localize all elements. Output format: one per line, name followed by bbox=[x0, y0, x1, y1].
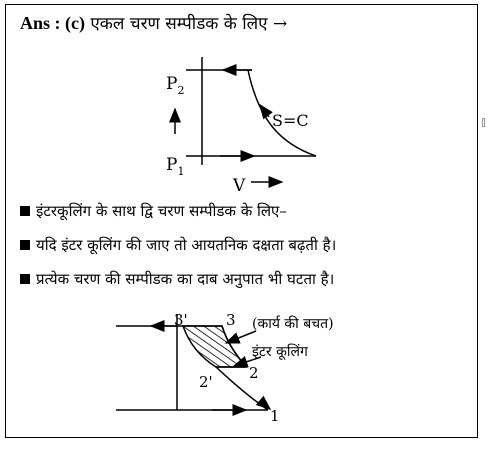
pv2-point-2: 2 bbox=[249, 364, 259, 382]
pv1-p1-label: $P_1$ bbox=[166, 155, 185, 178]
bullet-text: यदि इंटर कूलिंग की जाए तो आयतनिक दक्षता बढ़ती है। bbox=[36, 236, 337, 254]
right-arrow-icon: → bbox=[272, 14, 288, 34]
pv2-curve-lower bbox=[216, 367, 268, 410]
bullet-text: इंटरकूलिंग के साथ द्वि चरण सम्पीडक के लिए– bbox=[36, 202, 287, 220]
square-bullet-icon bbox=[20, 240, 30, 250]
bullet-item bbox=[20, 201, 287, 221]
pv2-work-saved-label: (कार्य की बचत) bbox=[252, 316, 334, 332]
pv2-work-saved-region bbox=[183, 326, 246, 367]
square-bullet-icon bbox=[20, 206, 30, 216]
pv2-point-1: 1 bbox=[270, 407, 280, 425]
pv2-point-2prime: 2' bbox=[199, 373, 213, 391]
answer-heading-text: एकल चरण सम्पीडक के लिए bbox=[90, 14, 268, 34]
pv2-point-3prime: 3' bbox=[174, 311, 188, 329]
bullet-item bbox=[20, 269, 334, 289]
pv2-intercooling-label: इंटर कूलिंग bbox=[252, 344, 308, 360]
resize-handle[interactable] bbox=[482, 118, 485, 127]
pv2-point-3: 3 bbox=[226, 311, 236, 329]
single-stage-pv-diagram bbox=[6, 5, 479, 439]
pv1-p2-label: $P_2$ bbox=[166, 74, 185, 97]
square-bullet-icon bbox=[20, 274, 30, 284]
bullet-text: प्रत्येक चरण की सम्पीडक का दाब अनुपात भी घटता है। bbox=[36, 270, 335, 288]
pv1-curve-label: S=C bbox=[272, 111, 309, 130]
pv1-v-label: V bbox=[233, 176, 246, 196]
answer-prefix: Ans : (c) bbox=[20, 13, 85, 33]
bullet-item bbox=[20, 235, 336, 255]
answer-box bbox=[5, 4, 478, 438]
two-stage-pv-diagram bbox=[116, 311, 334, 425]
pv2-work-pointer bbox=[226, 331, 256, 343]
